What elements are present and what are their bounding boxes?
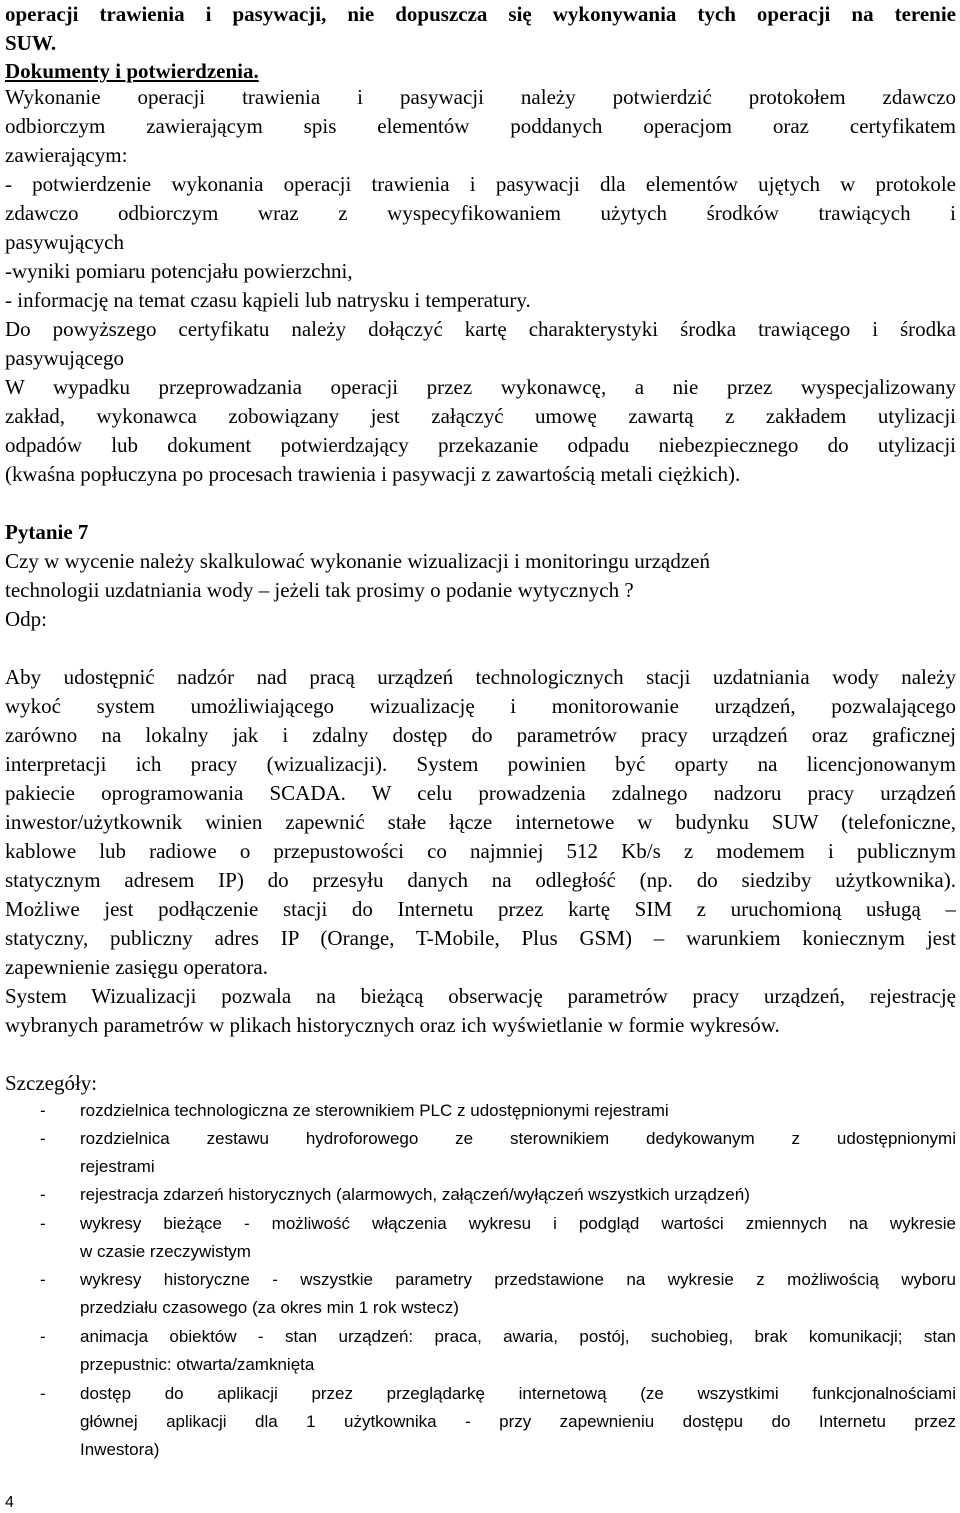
list-item-text: w czasie rzeczywistym (80, 1242, 251, 1261)
answer-line: kablowe lub radiowe o przepustowości co najmniej 512 Kb/s z modemem i publicznym (5, 839, 956, 863)
list-item-text: Inwestora) (80, 1440, 160, 1459)
answer-line: Aby udostępnić nadzór nad pracą urządzeń technologicznych stacji uzdatniania wody należy (5, 665, 956, 689)
list-item-text: głównej aplikacji dla 1 użytkownika - przy zapewnieniu dostępu do Internetu przez (80, 1412, 956, 1431)
question-line: technologii uzdatniania wody – jeżeli tak prosimy o podanie wytycznych ? (5, 578, 634, 602)
paragraph-line: (kwaśna popłuczyna po procesach trawienia i pasywacji z zawartością metali ciężkich). (5, 462, 741, 486)
answer-line: statyczny, publiczny adres IP (Orange, T-Mobile, Plus GSM) – warunkiem koniecznym jest (5, 926, 956, 950)
list-item-text: rejestrami (80, 1157, 155, 1176)
list-bullet: - (40, 1327, 46, 1346)
answer-line: statycznym adresem IP) do przesyłu danych na odległość (np. do siedziby użytkownika). (5, 868, 956, 892)
paragraph-line: Do powyższego certyfikatu należy dołączyć kartę charakterystyki środka trawiącego i środka (5, 317, 956, 341)
list-item-text: rejestracja zdarzeń historycznych (alarmowych, załączeń/wyłączeń wszystkich urządzeń) (80, 1185, 750, 1204)
list-bullet: - (40, 1185, 46, 1204)
answer-line: inwestor/użytkownik winien zapewnić stałe łącze internetowe w budynku SUW (telefoniczne, (5, 810, 956, 834)
list-bullet: - (40, 1384, 46, 1403)
list-item-text: wykresy historyczne - wszystkie parametry przedstawione na wykresie z możliwością wyboru (80, 1270, 956, 1289)
paragraph-line: W wypadku przeprowadzania operacji przez wykonawcę, a nie przez wyspecjalizowany (5, 375, 956, 399)
list-item-text: rozdzielnica zestawu hydroforowego ze sterownikiem dedykowanym z udostępnionymi (80, 1129, 956, 1148)
paragraph-line: pasywujących (5, 230, 124, 254)
paragraph-line: odbiorczym zawierającym spis elementów poddanych operacjom oraz certyfikatem (5, 114, 956, 138)
details-title: Szczegóły: (5, 1071, 98, 1095)
paragraph-line: zakład, wykonawca zobowiązany jest załączyć umowę zawartą z zakładem utylizacji (5, 404, 956, 428)
paragraph-line: zdawczo odbiorczym wraz z wyspecyfikowaniem użytych środków trawiących i (5, 201, 956, 225)
paragraph-line: Wykonanie operacji trawienia i pasywacji należy potwierdzić protokołem zdawczo (5, 85, 956, 109)
paragraph-line: odpadów lub dokument potwierdzający przekazanie odpadu niebezpiecznego do utylizacji (5, 433, 956, 457)
paragraph-line: -wyniki pomiaru potencjału powierzchni, (5, 259, 353, 283)
list-item-text: dostęp do aplikacji przez przeglądarkę internetową (ze wszystkimi funkcjonalnościami (80, 1384, 956, 1403)
answer-line: interpretacji ich pracy (wizualizacji). System powinien być oparty na licencjonowanym (5, 752, 956, 776)
answer-line: pakiecie oprogramowania SCADA. W celu prowadzenia zdalnego nadzoru pracy urządzeń (5, 781, 956, 805)
answer-line: Możliwe jest podłączenie stacji do Internetu przez kartę SIM z uruchomioną usługą – (5, 897, 956, 921)
answer-line: wybranych parametrów w plikach historycznych oraz ich wyświetlanie w formie wykresów. (5, 1013, 780, 1037)
list-item-text: przepustnic: otwarta/zamknięta (80, 1355, 315, 1374)
list-item-text: przedziału czasowego (za okres min 1 rok wstecz) (80, 1298, 459, 1317)
paragraph-line: - potwierdzenie wykonania operacji trawienia i pasywacji dla elementów ujętych w protokole (5, 172, 956, 196)
list-bullet: - (40, 1129, 46, 1148)
answer-line: wykoć system umożliwiającego wizualizację i monitorowanie urządzeń, pozwalającego (5, 694, 956, 718)
page-number: 4 (5, 1494, 14, 1511)
bold-line: operacji trawienia i pasywacji, nie dopuszcza się wykonywania tych operacji na terenie (5, 2, 956, 26)
answer-line: System Wizualizacji pozwala na bieżącą obserwację parametrów pracy urządzeń, rejestrację (5, 984, 956, 1008)
answer-label: Odp: (5, 607, 47, 631)
list-item-text: wykresy bieżące - możliwość włączenia wykresu i podgląd wartości zmiennych na wykresie (80, 1214, 956, 1233)
answer-line: zapewnienie zasięgu operatora. (5, 955, 268, 979)
paragraph-line: - informację na temat czasu kąpieli lub natrysku i temperatury. (5, 288, 531, 312)
question-line: Czy w wycenie należy skalkulować wykonanie wizualizacji i monitoringu urządzeń (5, 549, 710, 573)
section-heading: Dokumenty i potwierdzenia. (5, 59, 259, 83)
answer-line: zarówno na lokalny jak i zdalny dostęp do parametrów pracy urządzeń oraz graficznej (5, 723, 956, 747)
paragraph-line: pasywującego (5, 346, 124, 370)
list-item-text: rozdzielnica technologiczna ze sterownikiem PLC z udostępnionymi rejestrami (80, 1101, 669, 1120)
list-bullet: - (40, 1214, 46, 1233)
bold-line: SUW. (5, 31, 57, 55)
question-title: Pytanie 7 (5, 520, 89, 544)
paragraph-line: zawierającym: (5, 143, 128, 167)
list-bullet: - (40, 1101, 46, 1120)
list-bullet: - (40, 1270, 46, 1289)
list-item-text: animacja obiektów - stan urządzeń: praca, awaria, postój, suchobieg, brak komunikacji; stan (80, 1327, 956, 1346)
